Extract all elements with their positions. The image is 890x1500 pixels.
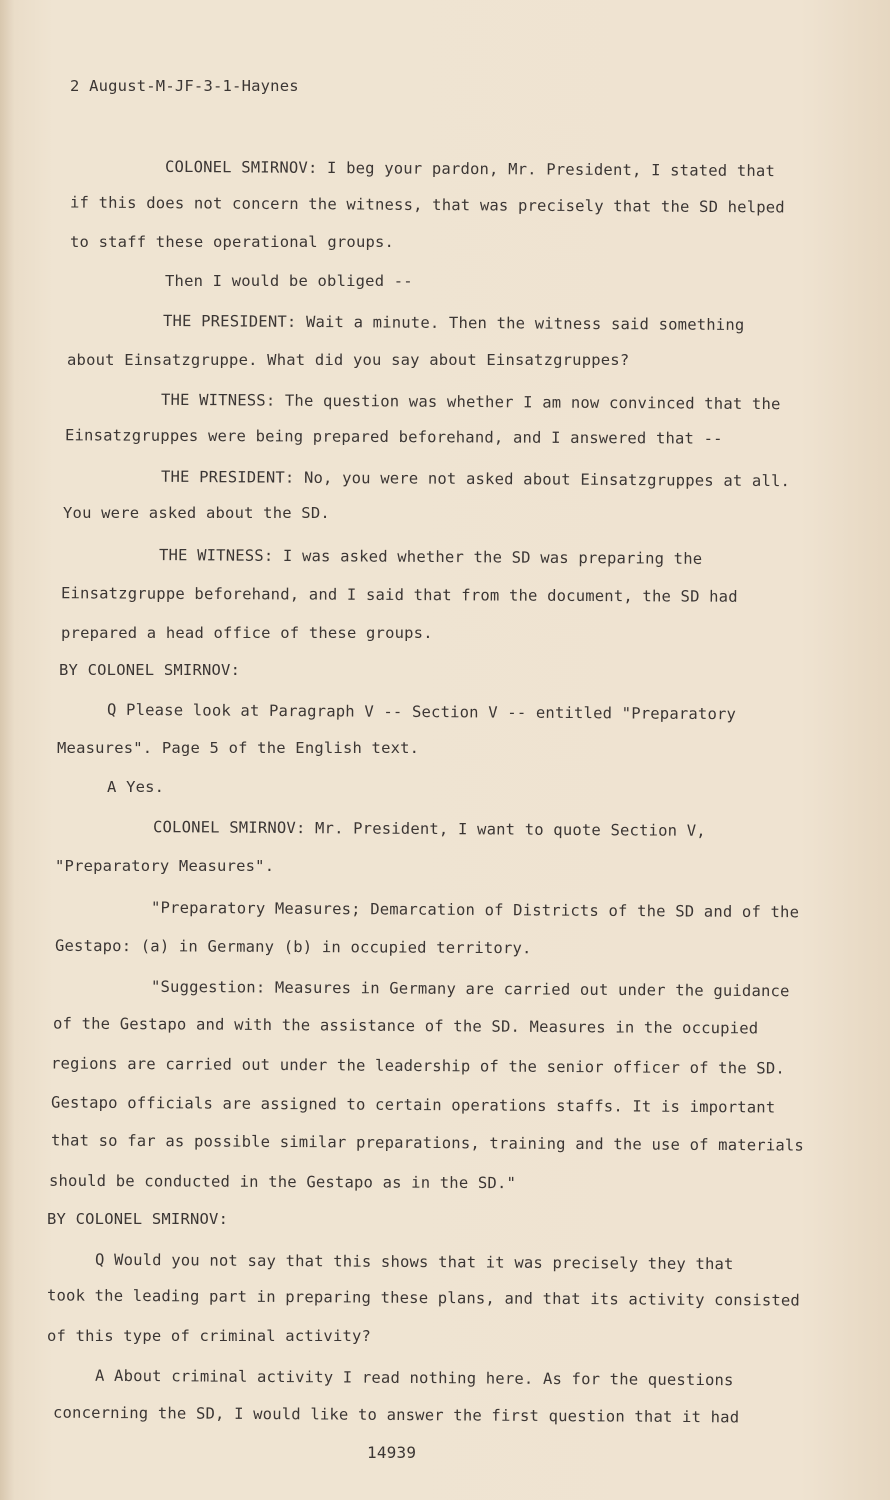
text-line: Q Please look at Paragraph V -- Section V -- entitled "Preparatory (106, 700, 737, 724)
text-line: "Suggestion: Measures in Germany are carried out under the guidance (150, 977, 790, 1001)
text-line: Einsatzgruppes were being prepared beforehand, and I answered that -- (64, 426, 723, 448)
text-line: that so far as possible similar preparations, training and the use of materials (50, 1131, 805, 1155)
text-line: THE PRESIDENT: No, you were not asked about Einsatzgruppes at all. (160, 467, 791, 491)
text-line: Gestapo officials are assigned to certain operations staffs. It is important (50, 1093, 776, 1117)
text-line: Gestapo: (a) in Germany (b) in occupied territory. (54, 936, 532, 958)
page-number: 14939 (367, 1443, 417, 1462)
text-line: Einsatzgruppe beforehand, and I said that from the document, the SD had (60, 584, 738, 606)
text-line: if this does not concern the witness, that was precisely that the SD helped (69, 193, 785, 217)
text-line: concerning the SD, I would like to answer the first question that it had (52, 1403, 740, 1427)
text-line: THE WITNESS: I was asked whether the SD was preparing the (158, 546, 703, 568)
text-line: THE WITNESS: The question was whether I am now convinced that the (160, 390, 781, 414)
text-line: to staff these operational groups. (70, 233, 395, 251)
text-line: A About criminal activity I read nothing here. As for the questions (94, 1366, 734, 1390)
text-line: should be conducted in the Gestapo as in the SD." (48, 1171, 517, 1193)
text-line: "Preparatory Measures; Demarcation of Districts of the SD and of the (150, 898, 800, 922)
text-line: took the leading part in preparing these plans, and that its activity consisted (46, 1286, 801, 1310)
text-line: COLONEL SMIRNOV: I beg your pardon, Mr. President, I stated that (164, 157, 776, 181)
text-line: Q Would you not say that this shows that it was precisely they that (94, 1250, 734, 1274)
text-line: COLONEL SMIRNOV: Mr. President, I want to quote Section V, (152, 818, 706, 840)
text-line: prepared a head office of these groups. (61, 624, 433, 642)
text-line: BY COLONEL SMIRNOV: (59, 661, 241, 679)
text-line: THE PRESIDENT: Wait a minute. Then the witness said something (162, 311, 745, 335)
page-edge (0, 0, 14, 1500)
text-line: Then I would be obliged -- (165, 272, 413, 290)
text-line: A Yes. (107, 778, 165, 796)
text-line: of the Gestapo and with the assistance of the SD. Measures in the occupied (52, 1014, 759, 1038)
text-line: You were asked about the SD. (63, 504, 330, 522)
text-line: "Preparatory Measures". (55, 857, 275, 875)
text-line: about Einsatzgruppe. What did you say about Einsatzgruppes? (67, 351, 630, 369)
text-line: of this type of criminal activity? (47, 1327, 372, 1345)
text-line: Measures". Page 5 of the English text. (57, 739, 420, 757)
document-header: 2 August-M-JF-3-1-Haynes (70, 77, 299, 95)
text-line: regions are carried out under the leadership of the senior officer of the SD. (50, 1054, 786, 1078)
text-line: BY COLONEL SMIRNOV: (47, 1210, 229, 1228)
